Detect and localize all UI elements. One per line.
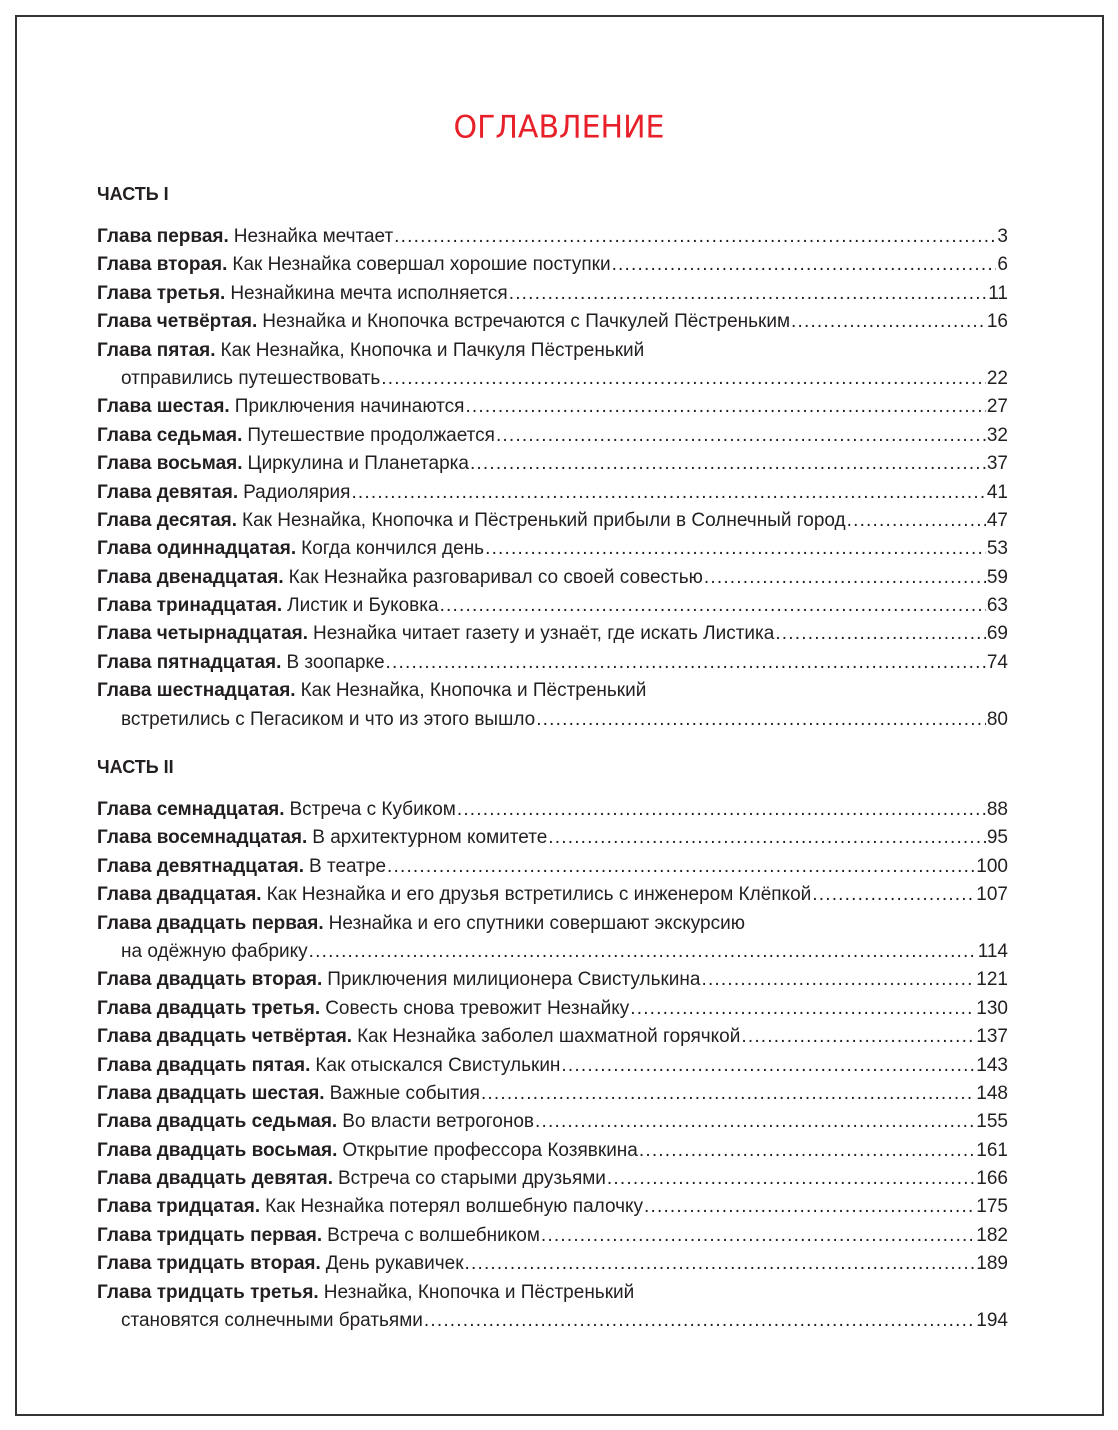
toc-entry[interactable] <box>97 592 1008 620</box>
page-number: 80 <box>986 708 1008 730</box>
chapter-label: Глава двадцать восьмая. <box>97 1139 338 1161</box>
chapter-title: Встреча с Кубиком <box>289 799 456 820</box>
dot-leader <box>644 1193 975 1221</box>
toc-part-2 <box>97 753 1008 1335</box>
dot-leader <box>424 1307 975 1335</box>
toc-entry[interactable] <box>97 853 1008 881</box>
dot-leader <box>704 564 986 592</box>
chapter-title: Встреча с волшебником <box>327 1224 540 1246</box>
chapter-label: Глава девятнадцатая. <box>97 855 305 877</box>
chapter-title: Листик и Буковка <box>287 595 439 617</box>
toc-entry[interactable] <box>97 1222 1008 1250</box>
dot-leader <box>548 824 986 852</box>
toc-entry[interactable] <box>97 422 1008 450</box>
dot-leader <box>701 966 975 994</box>
page-number: 37 <box>986 453 1008 475</box>
chapter-label: Глава первая. <box>97 226 229 247</box>
toc-entry[interactable] <box>97 393 1008 421</box>
page-number: 69 <box>986 623 1008 645</box>
page-number: 88 <box>986 799 1008 820</box>
toc-entry[interactable] <box>97 796 1008 824</box>
chapter-title: Как Незнайка, Кнопочка и Пёстренький прибыли в Солнечный город <box>242 509 846 531</box>
chapter-title: Встреча со старыми друзьями <box>337 1168 606 1190</box>
chapter-label: Глава четвёртая. <box>97 311 258 333</box>
toc-entry-line <box>97 280 1008 308</box>
page-number: 63 <box>986 595 1008 617</box>
chapter-label: Глава шестнадцатая. <box>97 680 296 702</box>
chapter-title-continued: отправились путешествовать <box>121 367 381 389</box>
toc-entry-line <box>97 853 1008 881</box>
toc-entry[interactable] <box>97 564 1008 592</box>
chapter-title-continued: на одёжную фабрику <box>121 940 308 962</box>
toc-entry[interactable] <box>97 223 1008 251</box>
dot-leader <box>775 620 986 648</box>
toc-entry-line <box>97 824 1008 852</box>
chapter-title: Как Незнайка, Кнопочка и Пёстренький <box>300 680 647 702</box>
dot-leader <box>481 1080 975 1108</box>
toc-entry-line <box>97 365 1008 393</box>
page-number: 121 <box>976 969 1008 991</box>
toc-entry-line <box>97 966 1008 994</box>
page-number: 175 <box>976 1196 1008 1218</box>
dot-leader <box>309 938 977 966</box>
chapter-label: Глава двадцать шестая. <box>97 1082 325 1104</box>
chapter-title: Совесть снова тревожит Незнайку <box>325 997 630 1019</box>
page-number: 130 <box>976 997 1008 1019</box>
toc-entry[interactable] <box>97 1080 1008 1108</box>
chapter-title: В архитектурном комитете <box>312 827 548 849</box>
toc-entry-line <box>97 479 1008 507</box>
dot-leader <box>612 251 997 279</box>
chapter-label: Глава третья. <box>97 282 226 304</box>
toc-entry[interactable] <box>97 280 1008 308</box>
toc-entry[interactable] <box>97 1137 1008 1165</box>
chapter-title: Радиолярия <box>243 481 351 503</box>
toc-entry-line <box>97 1165 1008 1193</box>
page-number: 16 <box>986 311 1008 333</box>
toc-entry[interactable] <box>97 881 1008 909</box>
toc-entry[interactable] <box>97 1165 1008 1193</box>
toc-entry-line <box>97 337 1008 365</box>
toc-entry-line <box>97 535 1008 563</box>
chapter-title: Незнайка и Кнопочка встречаются с Пачкулей Пёстреньким <box>262 311 791 333</box>
toc-entry-line <box>97 1052 1008 1080</box>
toc-entry-line <box>97 881 1008 909</box>
toc-entry-line <box>97 620 1008 648</box>
toc-entry-line <box>97 564 1008 592</box>
toc-entry-line <box>97 393 1008 421</box>
chapter-title: Как Незнайка совершал хорошие поступки <box>232 254 611 276</box>
dot-leader <box>607 1165 975 1193</box>
page-number: 6 <box>997 254 1008 276</box>
page-number: 74 <box>986 651 1008 673</box>
toc-entry-line <box>97 1250 1008 1278</box>
chapter-title: Незнайка и его спутники совершают экскурсию <box>328 912 745 934</box>
toc-entry[interactable] <box>97 966 1008 994</box>
toc-entry-line <box>97 1279 1008 1307</box>
toc-entry-line <box>97 706 1008 734</box>
toc-entry[interactable] <box>97 1023 1008 1051</box>
toc-entry-line <box>97 938 1008 966</box>
page-number: 194 <box>976 1310 1008 1332</box>
toc-entry-line <box>97 450 1008 478</box>
chapter-label: Глава десятая. <box>97 509 238 531</box>
toc-entry[interactable] <box>97 1279 1008 1336</box>
chapter-label: Глава седьмая. <box>97 424 243 446</box>
chapter-title: Незнайка читает газету и узнаёт, где искать Листика <box>313 623 775 645</box>
toc-entry-line <box>97 910 1008 938</box>
dot-leader <box>381 365 986 393</box>
page-number: 189 <box>976 1253 1008 1275</box>
page-number: 114 <box>977 940 1008 962</box>
dot-leader <box>394 223 996 251</box>
toc-entry-line <box>97 1080 1008 1108</box>
page-number: 182 <box>976 1224 1008 1246</box>
chapter-label: Глава двадцать вторая. <box>97 969 323 991</box>
dot-leader <box>470 450 986 478</box>
chapter-title: Незнайкина мечта исполняется <box>230 282 508 304</box>
toc-entry[interactable] <box>97 1052 1008 1080</box>
dot-leader <box>465 1250 976 1278</box>
chapter-label: Глава вторая. <box>97 254 228 276</box>
page-number: 27 <box>986 396 1008 418</box>
toc-part-1 <box>97 180 1008 734</box>
dot-leader <box>639 1137 975 1165</box>
toc-entry[interactable] <box>97 649 1008 677</box>
dot-leader <box>741 1023 975 1051</box>
toc-entry-line <box>97 1137 1008 1165</box>
dot-leader <box>386 649 986 677</box>
chapter-label: Глава семнадцатая. <box>97 799 285 820</box>
toc-entry-line <box>97 995 1008 1023</box>
toc-entry-line <box>97 1307 1008 1335</box>
dot-leader <box>457 796 986 824</box>
toc-entry[interactable] <box>97 251 1008 279</box>
page-number: 143 <box>976 1054 1008 1076</box>
chapter-list <box>97 223 1008 734</box>
toc-entry[interactable] <box>97 450 1008 478</box>
dot-leader <box>630 995 975 1023</box>
chapter-label: Глава двадцать первая. <box>97 912 324 934</box>
chapter-title: В зоопарке <box>286 651 385 673</box>
chapter-title: День рукавичек <box>325 1253 464 1275</box>
chapter-title: Приключения милиционера Свистулькина <box>327 969 701 991</box>
chapter-title: Путешествие продолжается <box>247 424 495 446</box>
dot-leader <box>847 507 986 535</box>
chapter-label: Глава двенадцатая. <box>97 566 284 588</box>
page-number: 107 <box>976 884 1008 906</box>
toc-entry-line <box>97 1023 1008 1051</box>
chapter-title: Как Незнайка и его друзья встретились с инженером Клёпкой <box>266 884 812 906</box>
chapter-label: Глава тринадцатая. <box>97 595 283 617</box>
chapter-title: Приключения начинаются <box>234 396 465 418</box>
dot-leader <box>541 1222 975 1250</box>
chapter-label: Глава шестая. <box>97 396 230 418</box>
page-number: 137 <box>976 1026 1008 1048</box>
dot-leader <box>561 1052 975 1080</box>
toc-entry-line <box>97 1193 1008 1221</box>
page-number: 53 <box>986 538 1008 560</box>
page-number: 161 <box>976 1139 1008 1161</box>
toc-entry[interactable] <box>97 1250 1008 1278</box>
chapter-title: Когда кончился день <box>301 538 485 560</box>
page-number: 95 <box>986 827 1008 849</box>
chapter-label: Глава двадцать седьмая. <box>97 1111 338 1133</box>
chapter-label: Глава двадцать четвёртая. <box>97 1026 353 1048</box>
toc-entry[interactable] <box>97 824 1008 852</box>
dot-leader <box>509 280 988 308</box>
dot-leader <box>536 706 986 734</box>
dot-leader <box>440 592 986 620</box>
page-number: 47 <box>986 509 1008 531</box>
chapter-label: Глава двадцатая. <box>97 884 262 906</box>
chapter-title: Открытие профессора Козявкина <box>342 1139 638 1161</box>
toc-entry-line <box>97 1222 1008 1250</box>
chapter-label: Глава двадцать девятая. <box>97 1168 333 1190</box>
toc-entry-line <box>97 308 1008 336</box>
dot-leader <box>496 422 986 450</box>
chapter-label: Глава девятая. <box>97 481 239 503</box>
chapter-title: Как Незнайка, Кнопочка и Пачкуля Пёстренький <box>220 339 645 361</box>
chapter-title: Как Незнайка потерял волшебную палочку <box>265 1196 644 1218</box>
page-number: 41 <box>986 481 1008 503</box>
dot-leader <box>351 479 985 507</box>
toc-entry[interactable] <box>97 507 1008 535</box>
chapter-title: Незнайка, Кнопочка и Пёстренький <box>323 1281 635 1303</box>
toc-entry[interactable] <box>97 1193 1008 1221</box>
chapter-list <box>97 796 1008 1335</box>
toc-entry-line <box>97 223 1008 251</box>
toc-entry[interactable] <box>97 479 1008 507</box>
page-number: 148 <box>976 1082 1008 1104</box>
chapter-label: Глава тридцать третья. <box>97 1281 319 1303</box>
toc-entry[interactable] <box>97 535 1008 563</box>
chapter-title: Незнайка мечтает <box>233 226 394 247</box>
chapter-title: Важные события <box>329 1082 480 1104</box>
toc-entry[interactable] <box>97 337 1008 394</box>
page-number: 22 <box>986 367 1008 389</box>
dot-leader <box>485 535 986 563</box>
chapter-title-continued: становятся солнечными братьями <box>121 1310 423 1332</box>
chapter-title: Во власти ветрогонов <box>342 1111 535 1133</box>
chapter-title: Как отыскался Свистулькин <box>315 1054 561 1076</box>
toc-entry[interactable] <box>97 308 1008 336</box>
part-heading: ЧАСТЬ II <box>97 757 174 777</box>
page-title: ОГЛАВЛЕНИЕ <box>453 109 665 146</box>
toc-entry-line <box>97 592 1008 620</box>
toc-entry[interactable] <box>97 620 1008 648</box>
chapter-label: Глава двадцать третья. <box>97 997 321 1019</box>
toc-entry-line <box>97 251 1008 279</box>
chapter-label: Глава тридцать вторая. <box>97 1253 321 1275</box>
chapter-label: Глава пятая. <box>97 339 216 361</box>
toc-entry[interactable] <box>97 1108 1008 1136</box>
toc-entry[interactable] <box>97 910 1008 967</box>
chapter-title-continued: встретились с Пегасиком и что из этого вышло <box>121 708 536 730</box>
chapter-label: Глава тридцать первая. <box>97 1224 323 1246</box>
toc-entry-line <box>97 796 1008 824</box>
toc-entry[interactable] <box>97 995 1008 1023</box>
page-number: 3 <box>997 226 1008 247</box>
page-number: 166 <box>976 1168 1008 1190</box>
toc-entry[interactable] <box>97 677 1008 734</box>
toc-entry-line <box>97 507 1008 535</box>
toc-entry-line <box>97 422 1008 450</box>
dot-leader <box>465 393 985 421</box>
dot-leader <box>791 308 986 336</box>
toc-entry-line <box>97 649 1008 677</box>
chapter-title: Как Незнайка заболел шахматной горячкой <box>357 1026 741 1048</box>
page-number: 100 <box>976 855 1008 877</box>
part-heading: ЧАСТЬ I <box>97 184 169 204</box>
dot-leader <box>535 1108 975 1136</box>
chapter-label: Глава восемнадцатая. <box>97 827 308 849</box>
chapter-label: Глава пятнадцатая. <box>97 651 282 673</box>
dot-leader <box>812 881 975 909</box>
page-number: 59 <box>986 566 1008 588</box>
page-number: 11 <box>988 282 1008 304</box>
chapter-label: Глава одиннадцатая. <box>97 538 297 560</box>
chapter-title: В театре <box>309 855 387 877</box>
chapter-label: Глава тридцатая. <box>97 1196 261 1218</box>
dot-leader <box>387 853 975 881</box>
chapter-title: Циркулина и Планетарка <box>247 453 469 475</box>
toc-entry-line <box>97 1108 1008 1136</box>
page-number: 32 <box>986 424 1008 446</box>
chapter-label: Глава восьмая. <box>97 453 243 475</box>
chapter-label: Глава четырнадцатая. <box>97 623 309 645</box>
chapter-title: Как Незнайка разговаривал со своей совестью <box>288 566 703 588</box>
page-number: 155 <box>976 1111 1008 1133</box>
toc-entry-line <box>97 677 1008 705</box>
chapter-label: Глава двадцать пятая. <box>97 1054 311 1076</box>
